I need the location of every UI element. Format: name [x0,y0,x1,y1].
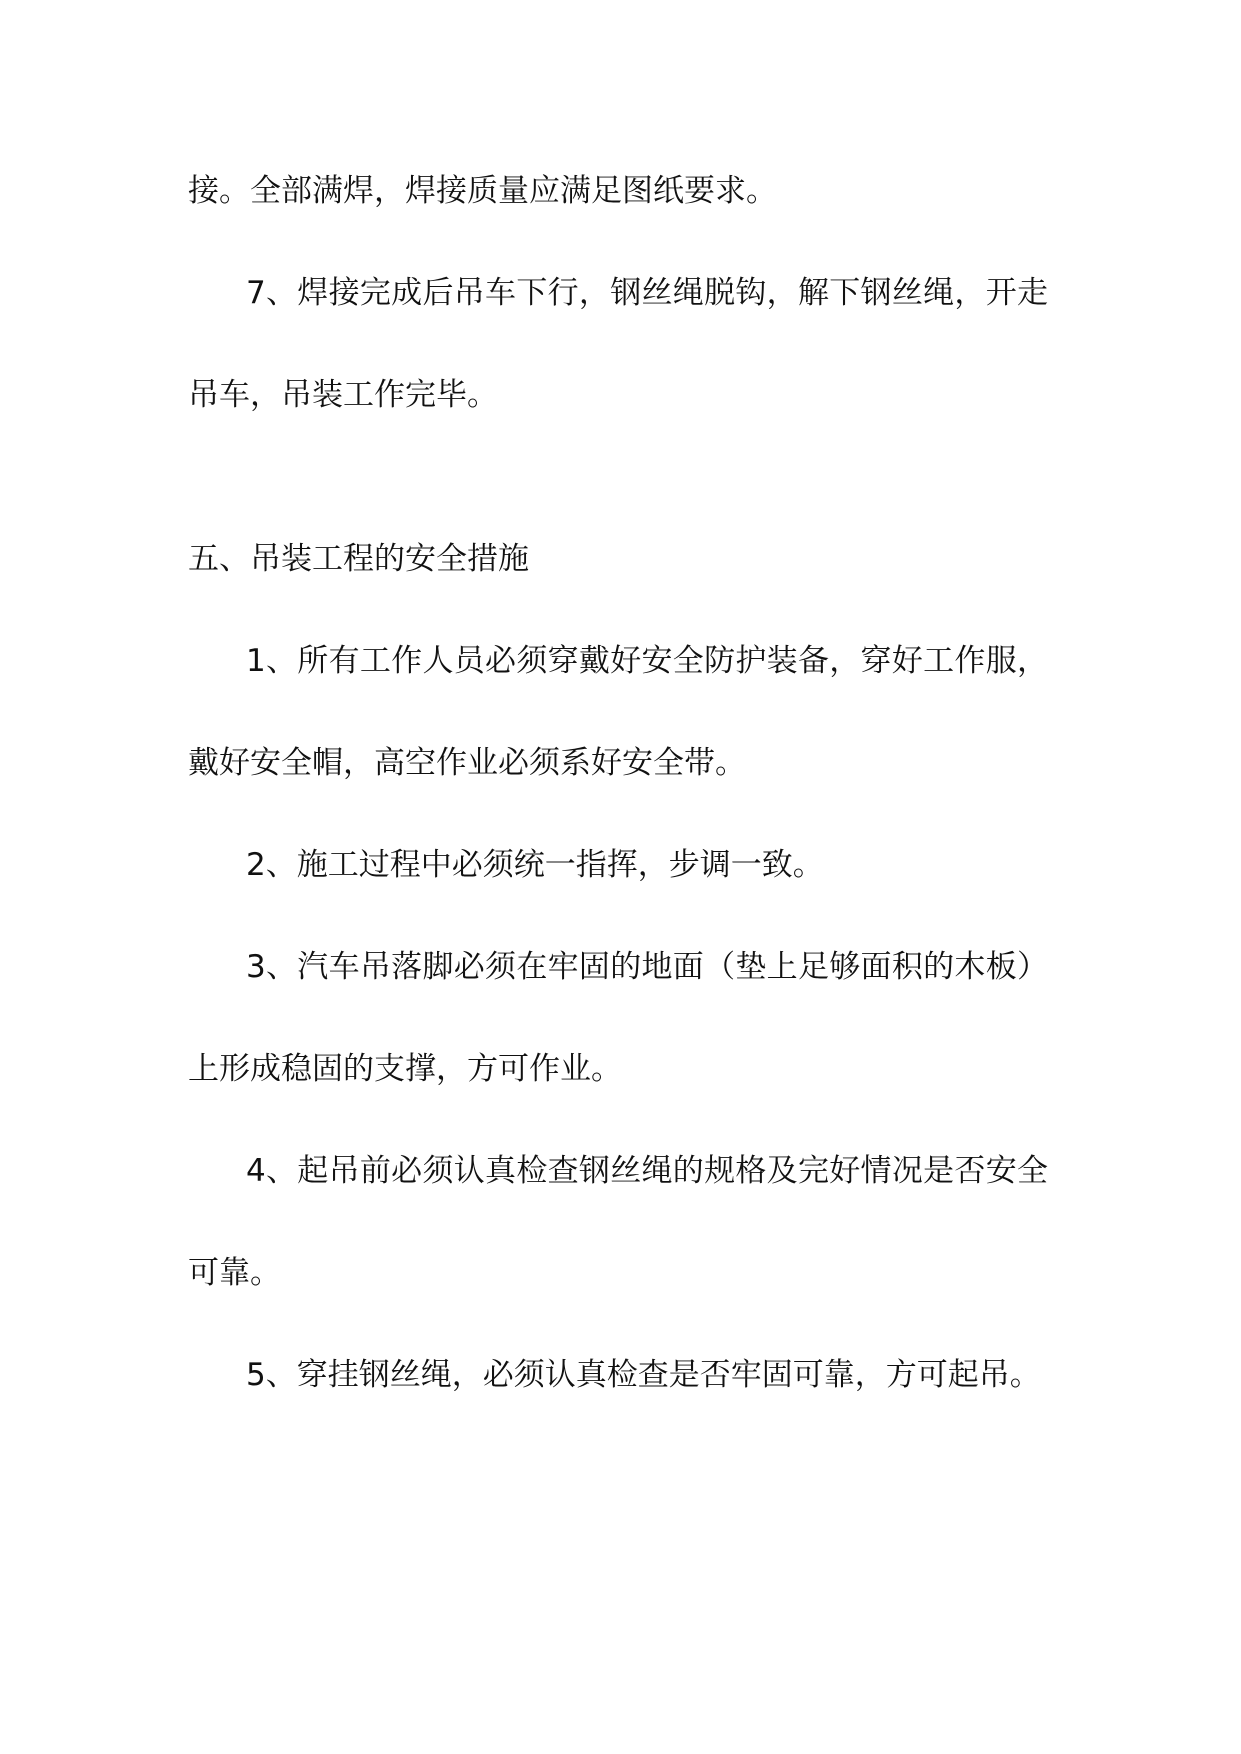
safety-item-3: 3、汽车吊落脚必须在牢固的地面（垫上足够面积的木板）上形成稳固的支撑，方可作业。 [188,949,1048,1087]
paragraph-continued: 接。全部满焊，焊接质量应满足图纸要求。 [188,173,777,209]
section-heading: 五、吊装工程的安全措施 [188,541,529,577]
safety-item-2: 2、施工过程中必须统一指挥，步调一致。 [246,847,824,883]
safety-item-1: 1、所有工作人员必须穿戴好安全防护装备，穿好工作服，戴好安全帽，高空作业必须系好安全带。 [188,643,1048,781]
safety-item-5: 5、穿挂钢丝绳，必须认真检查是否牢固可靠，方可起吊。 [246,1357,1041,1393]
section-spacer [188,446,1048,508]
document-body [188,140,1048,1426]
safety-item-4: 4、起吊前必须认真检查钢丝绳的规格及完好情况是否安全可靠。 [188,1153,1048,1291]
paragraph-step-7: 7、焊接完成后吊车下行，钢丝绳脱钩，解下钢丝绳，开走吊车，吊装工作完毕。 [188,275,1048,413]
